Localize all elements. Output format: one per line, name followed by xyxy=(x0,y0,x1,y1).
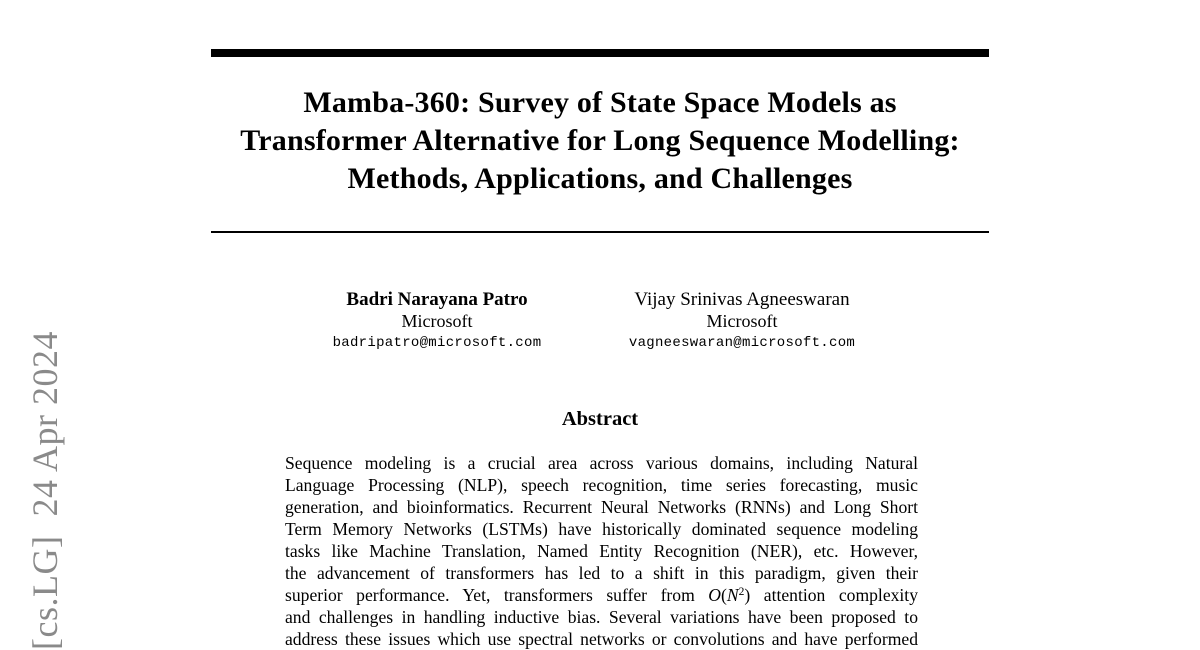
abstract-line: and challenges in handling inductive bias. Several variations have been proposed to xyxy=(285,607,918,627)
top-rule xyxy=(211,49,989,57)
math-open-paren: ( xyxy=(721,585,727,605)
title-line-2: Transformer Alternative for Long Sequence Modelling: xyxy=(240,124,960,157)
author-block-1 xyxy=(282,288,592,353)
math-exponent: 2 xyxy=(738,586,745,598)
author-email: badripatro@microsoft.com xyxy=(332,335,542,351)
math-var-n: N xyxy=(726,585,739,605)
math-big-o: O xyxy=(708,585,722,605)
abstract-heading: Abstract xyxy=(561,408,639,430)
paper-title xyxy=(211,84,989,198)
abstract-body xyxy=(285,452,918,650)
math-close-paren: ) xyxy=(744,585,751,605)
abstract-line: Term Memory Networks (LSTMs) have historically dominated sequence modeling xyxy=(285,519,918,539)
title-line-1: Mamba-360: Survey of State Space Models as xyxy=(303,86,897,119)
abstract-line: Sequence modeling is a crucial area across various domains, including Natural xyxy=(285,453,918,473)
title-line-3: Methods, Applications, and Challenges xyxy=(347,162,853,195)
abstract-line: generation, and bioinformatics. Recurrent Neural Networks (RNNs) and Long Short xyxy=(285,497,918,517)
abstract-line: tasks like Machine Translation, Named Entity Recognition (NER), etc. However, xyxy=(285,541,918,561)
author-name: Badri Narayana Patro xyxy=(346,289,528,310)
abstract-line-text: attention complexity xyxy=(750,585,918,605)
abstract-line: the advancement of transformers has led to a shift in this paradigm, given their xyxy=(285,563,918,583)
arxiv-side-stamp: [cs.LG] 24 Apr 2024 xyxy=(25,331,65,650)
abstract-line-text: superior performance. Yet, transformers suffer from xyxy=(285,585,709,605)
author-block-2 xyxy=(587,288,897,353)
author-affiliation: Microsoft xyxy=(401,311,473,331)
abstract-line-math xyxy=(285,584,918,606)
abstract-line: address these issues which use spectral networks or convolutions and have performed xyxy=(285,629,918,649)
author-name: Vijay Srinivas Agneeswaran xyxy=(634,289,850,310)
author-affiliation: Microsoft xyxy=(706,311,778,331)
title-bottom-rule xyxy=(211,231,989,233)
author-email: vagneeswaran@microsoft.com xyxy=(628,335,856,351)
abstract-line: Language Processing (NLP), speech recognition, time series forecasting, music xyxy=(285,475,918,495)
